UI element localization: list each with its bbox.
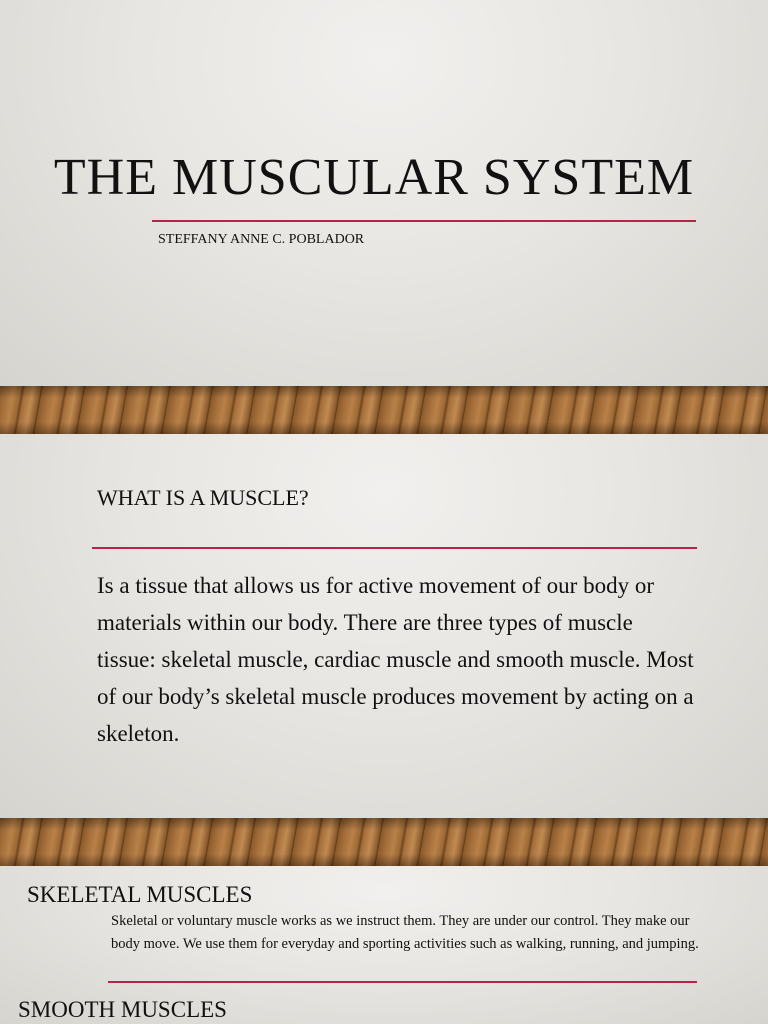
slide-body-text: Skeletal or voluntary muscle works as we instruct them. They are under our control. They make our body move. We use them for everyday and sporting activities such as walking, running, and jumping. — [111, 913, 699, 952]
author-name: STEFFANY ANNE C. POBLADOR — [158, 232, 365, 247]
slide-body-text: Is a tissue that allows us for active movement of our body or materials within our body. There are three types of muscle tissue: skeletal muscle, cardiac muscle and smooth muscle. Most of our body’s skeletal muscle produces movement by acting on a skeleton. — [97, 573, 694, 746]
slide-heading: WHAT IS A MUSCLE? — [97, 485, 309, 510]
title-divider — [152, 220, 696, 222]
slide-heading: SKELETAL MUSCLES — [27, 882, 253, 907]
slide-title — [0, 0, 768, 386]
slide-heading: SMOOTH MUSCLES — [18, 997, 227, 1022]
heading-divider — [108, 981, 697, 983]
wood-floor-divider — [0, 386, 768, 434]
heading-divider — [92, 547, 697, 549]
presentation-title: THE MUSCULAR SYSTEM — [53, 149, 695, 206]
wood-floor-divider — [0, 818, 768, 866]
